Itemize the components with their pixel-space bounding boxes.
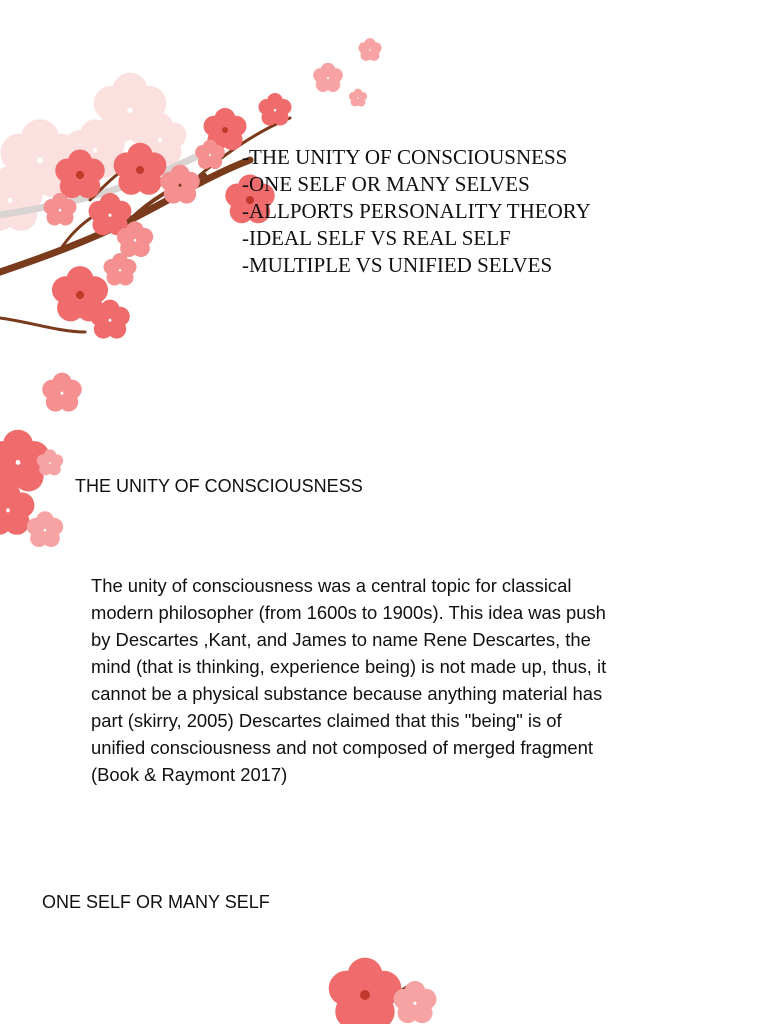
paragraph-line: part (skirry, 2005) Descartes claimed that this "being" is of xyxy=(91,710,562,731)
bottom-blossom xyxy=(329,958,437,1024)
single-bloom-left xyxy=(42,373,82,412)
paragraph-line: mind (that is thinking, experience being) is not made up, thus, it xyxy=(91,656,607,677)
paragraph-line: modern philosopher (from 1600s to 1900s). This idea was push xyxy=(91,602,606,623)
section-heading-one-self: ONE SELF OR MANY SELF xyxy=(42,892,270,912)
topic-item: -IDEAL SELF VS REAL SELF xyxy=(242,226,511,250)
topic-item: -ALLPORTS PERSONALITY THEORY xyxy=(242,199,591,223)
section-heading-unity: THE UNITY OF CONSCIOUSNESS xyxy=(75,476,363,496)
topic-item: -ONE SELF OR MANY SELVES xyxy=(242,172,530,196)
paragraph-line: by Descartes ,Kant, and James to name Rene Descartes, the xyxy=(91,629,591,650)
paragraph-line: The unity of consciousness was a central topic for classical xyxy=(91,575,572,596)
topic-item: -MULTIPLE VS UNIFIED SELVES xyxy=(242,253,553,277)
paragraph-line: (Book & Raymont 2017) xyxy=(91,764,288,785)
edge-blossom-cluster xyxy=(0,430,63,547)
topic-item: -THE UNITY OF CONSCIOUSNESS xyxy=(242,145,568,169)
floating-petals xyxy=(313,38,381,106)
unity-paragraph xyxy=(91,572,701,788)
topic-list xyxy=(242,144,591,279)
paragraph-line: unified consciousness and not composed of merged fragment xyxy=(91,737,593,758)
paragraph-line: cannot be a physical substance because anything material has xyxy=(91,683,603,704)
